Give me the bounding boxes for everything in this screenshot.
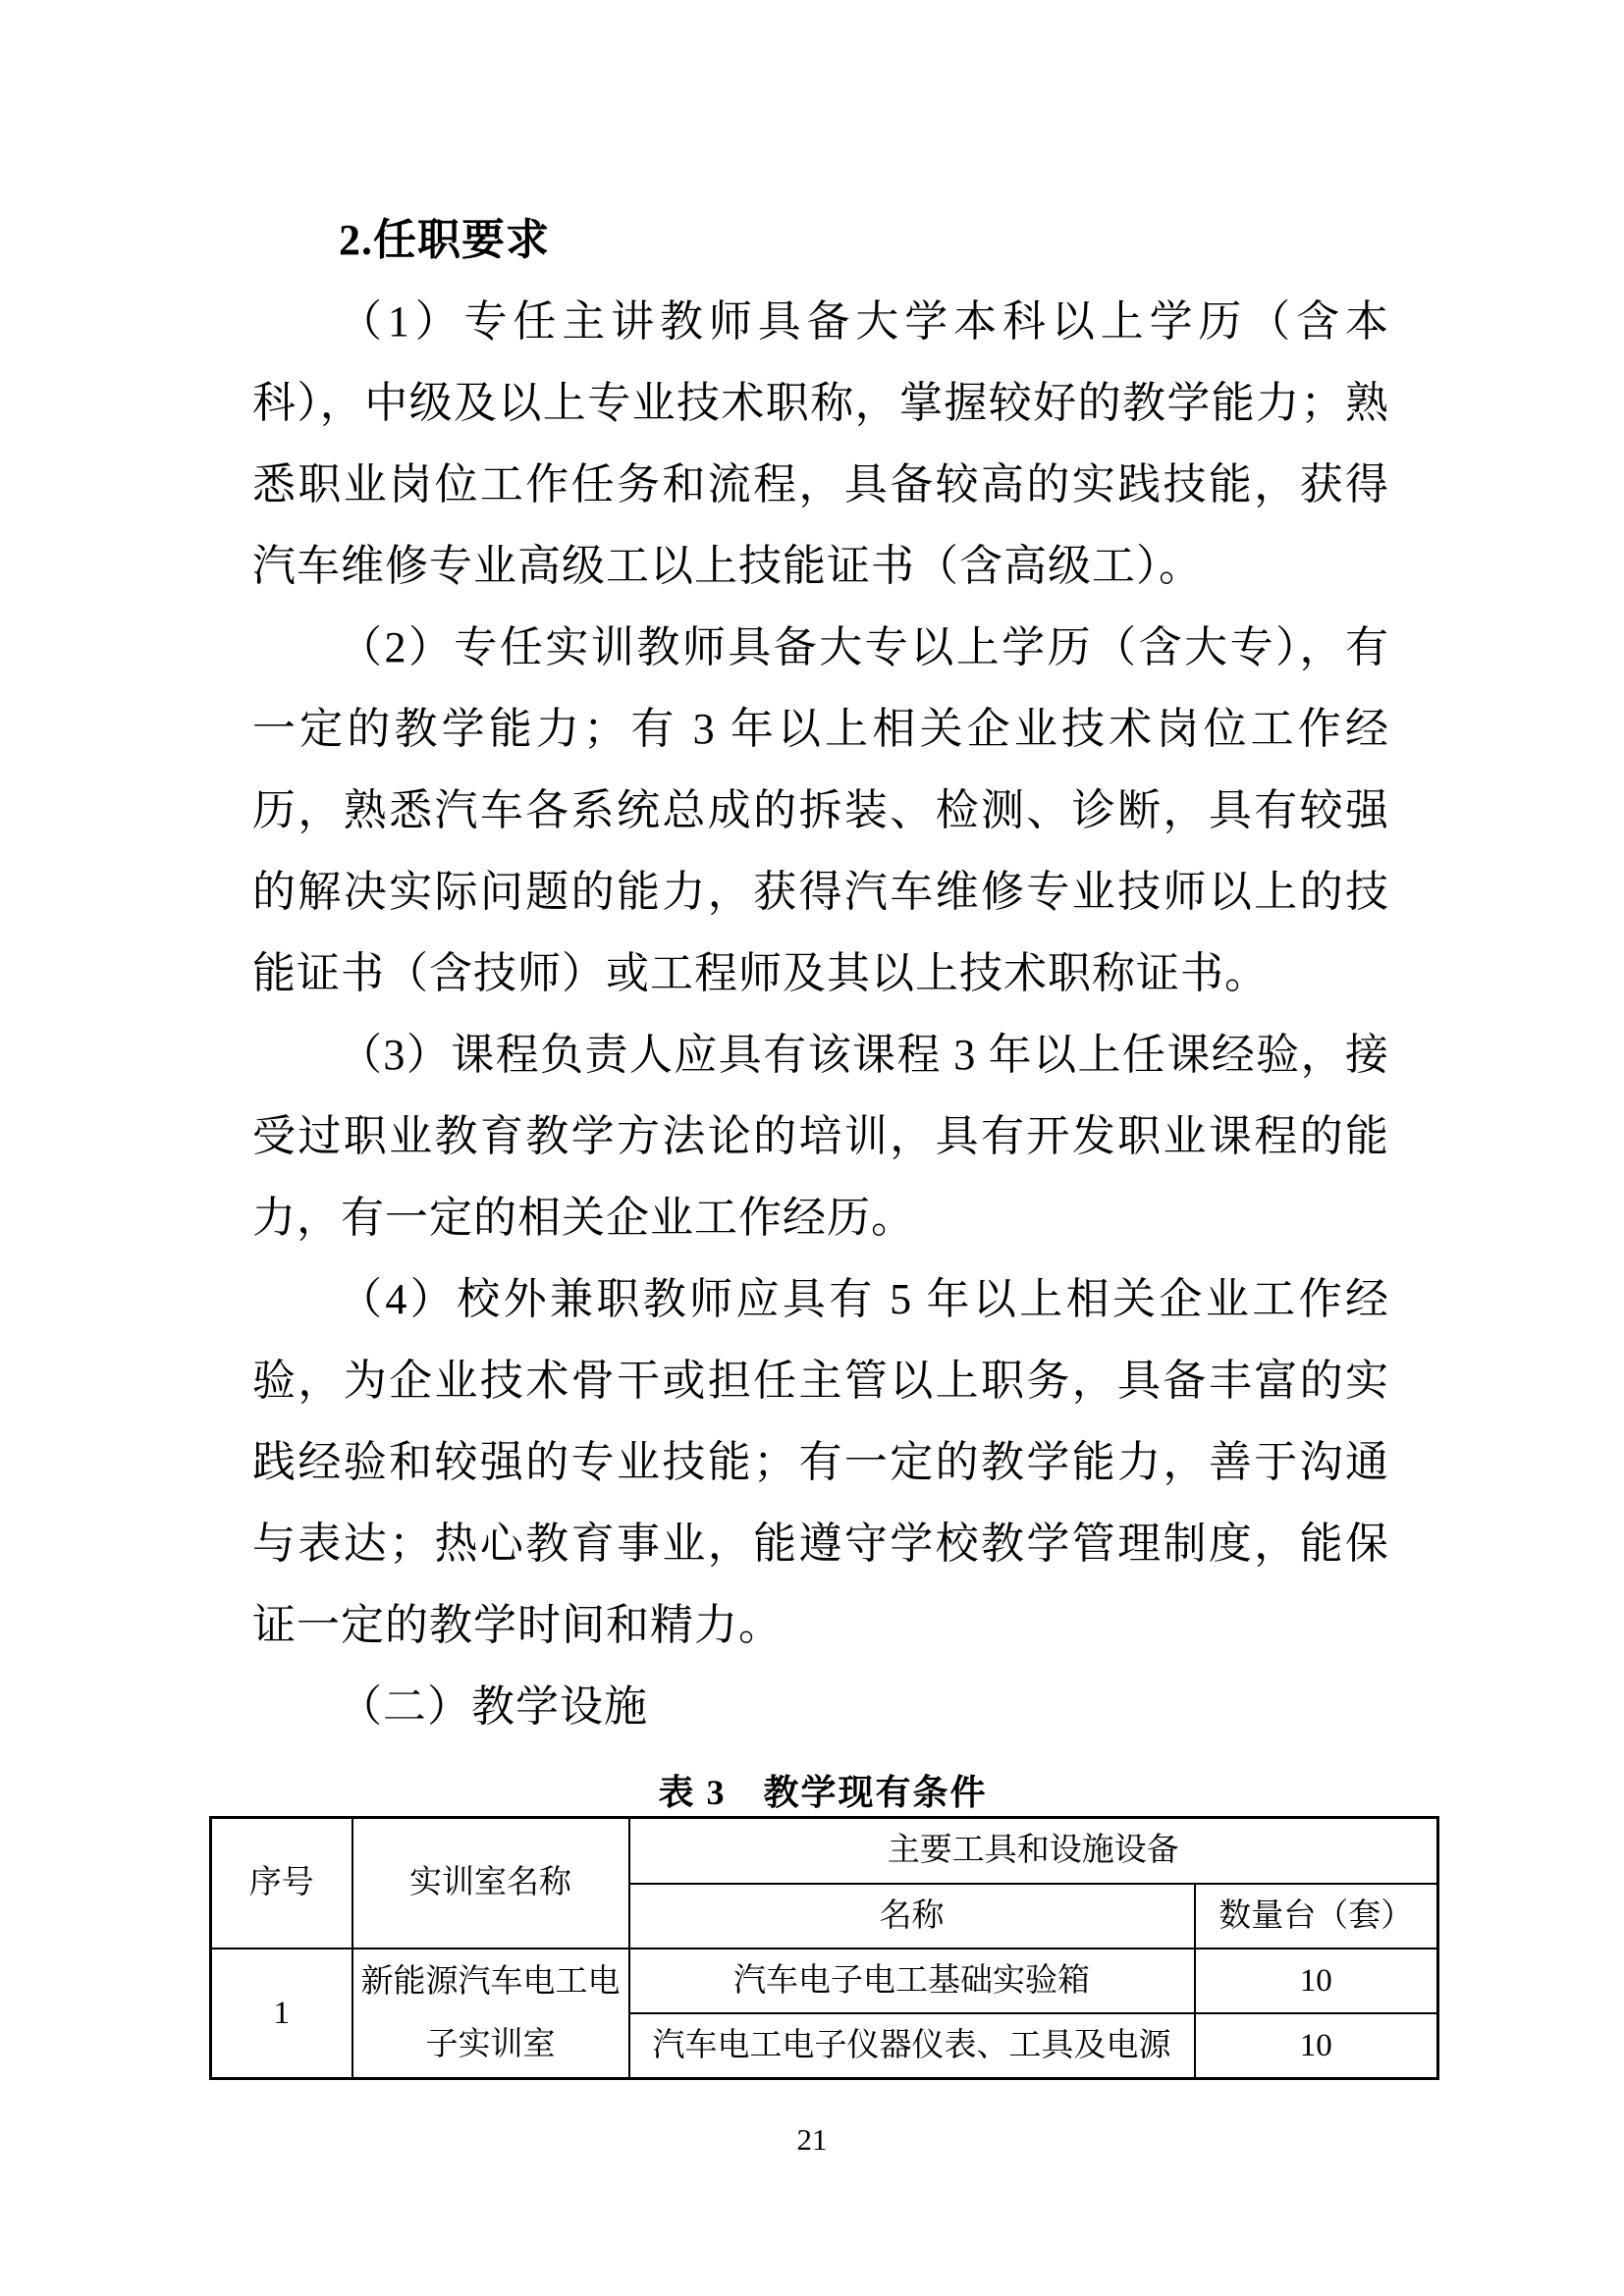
paragraph-qualification-1: （1）专任主讲教师具备大学本科以上学历（含本科），中级及以上专业技术职称，掌握较好的教学能力；熟悉职业岗位工作任务和流程，具备较高的实践技能，获得汽车维修专业高级工以上技能证书（含高级工）。 <box>252 297 1389 590</box>
table-header-row-1 <box>211 1818 1438 1884</box>
header-cell-room: 实训室名称 <box>352 1818 629 1949</box>
header-cell-qty: 数量台（套） <box>1195 1884 1438 1949</box>
subsection-heading: （二）教学设施 <box>339 1682 648 1731</box>
cell-item-qty: 10 <box>1195 1949 1438 2013</box>
document-body <box>252 199 1389 1747</box>
facilities-table <box>209 1816 1439 2080</box>
table-row <box>211 1949 1438 2013</box>
page-number: 21 <box>796 2122 828 2157</box>
section-heading: 2.任职要求 <box>339 216 550 264</box>
table-caption: 表 3 教学现有条件 <box>658 1773 988 1812</box>
header-cell-tools-group: 主要工具和设施设备 <box>629 1818 1438 1884</box>
cell-item-name: 汽车电工电子仪器仪表、工具及电源 <box>629 2013 1195 2079</box>
cell-row-index: 1 <box>211 1949 352 2079</box>
paragraph-qualification-4: （4）校外兼职教师应具有 5 年以上相关企业工作经验，为企业技术骨干或担任主管以上职务，具备丰富的实践经验和较强的专业技能；有一定的教学能力，善于沟通与表达；热心教育事业，能遵守学校教学管理制度，能保证一定的教学时间和精力。 <box>252 1275 1389 1649</box>
paragraph-qualification-3: （3）课程负责人应具有该课程 3 年以上任课经验，接受过职业教育教学方法论的培训，具有开发职业课程的能力，有一定的相关企业工作经历。 <box>252 1031 1389 1242</box>
paragraph-qualification-2: （2）专任实训教师具备大专以上学历（含大专），有一定的教学能力；有 3 年以上相关企业技术岗位工作经历，熟悉汽车各系统总成的拆装、检测、诊断，具有较强的解决实际问题的能力，获得汽车维修专业技师以上的技能证书（含技师）或工程师及其以上技术职称证书。 <box>252 623 1389 997</box>
header-cell-index: 序号 <box>211 1818 352 1949</box>
cell-room-name: 新能源汽车电工电子实训室 <box>352 1949 629 2079</box>
cell-item-name: 汽车电子电工基础实验箱 <box>629 1949 1195 2013</box>
cell-item-qty: 10 <box>1195 2013 1438 2079</box>
header-cell-name: 名称 <box>629 1884 1195 1949</box>
